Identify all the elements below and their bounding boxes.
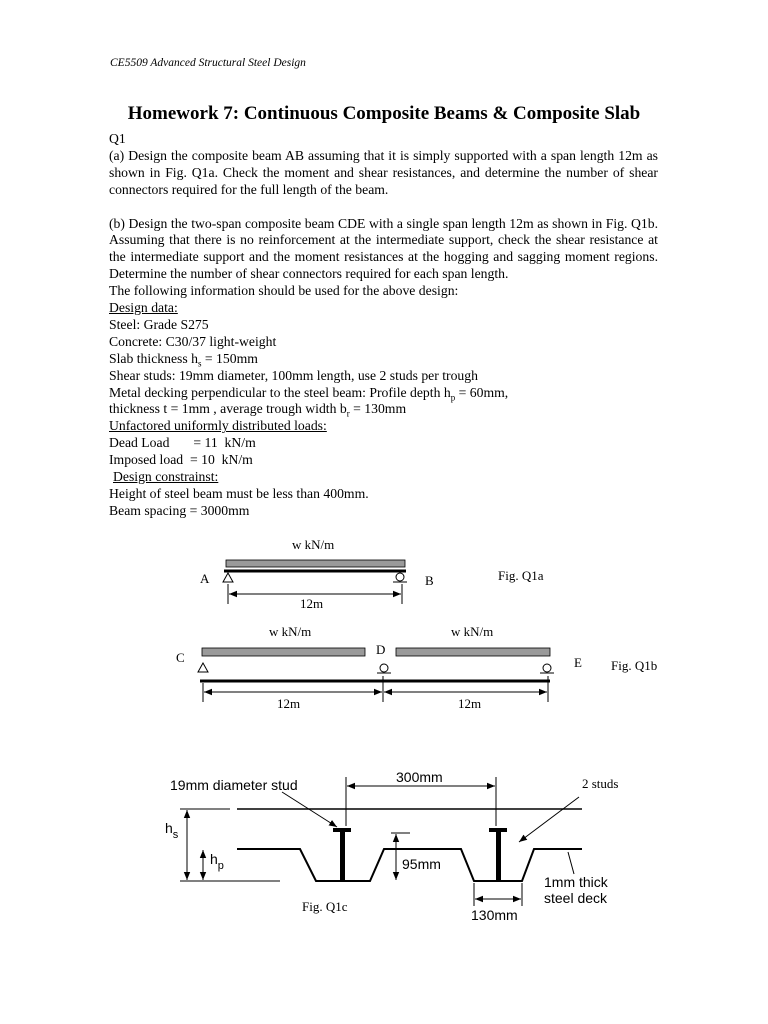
q1b-load-span-1 (202, 648, 365, 656)
q1a-label-a: A (200, 571, 210, 586)
q1c-hs-label: $h_s$ (165, 820, 179, 841)
q1b-caption: Fig. Q1b (611, 658, 658, 673)
height-constraint: Height of steel beam must be less than 400mm. (109, 486, 369, 502)
deck-thickness: thickness t = 1mm , average trough width $b_r = 130mm$ (109, 401, 407, 420)
q1c-deck-label-2: steel deck (544, 890, 608, 906)
homework-title: Homework 7: Continuous Composite Beams & Composite Slab (127, 103, 641, 124)
q1a-label-b: B (425, 573, 434, 588)
q1b-label-c: C (176, 650, 185, 665)
q1c-caption: Fig. Q1c (302, 899, 348, 914)
part-a-text: (a) Design the composite beam AB assuming that it is simply supported with a span length 12m as shown in Fig. Q1a. Check the moment and shear resistances, and determine the number of shear connectors required for the full length of the beam. (109, 147, 658, 197)
shear-studs: Shear studs: 19mm diameter, 100mm length, use 2 studs per trough (109, 367, 478, 383)
q1c-deck-leader (568, 852, 574, 874)
concrete-grade: Concrete: C30/37 light-weight (109, 333, 277, 349)
q1c-depth-label: 95mm (402, 856, 441, 872)
q1c-stud-head-1 (333, 828, 351, 832)
q1c-stud-head-2 (489, 828, 507, 832)
part-b-text: (b) Design the two-span composite beam CDE with a single span length 12m as shown in Fig. Q1b. Assuming that there is no reinforcement at the intermediate support, check the shear resistance at the intermediate support and the moment resistances at the hogging and sagging moment regions. Determine the number of shear connectors required for each span length. (109, 215, 658, 282)
q1b-roller-support-d (380, 664, 388, 672)
loads-heading: Unfactored uniformly distributed loads: (109, 418, 327, 434)
beam-spacing: Beam spacing = 3000mm (109, 502, 250, 518)
metal-decking: Metal decking perpendicular to the steel beam: Profile depth $h_p = 60mm$, (109, 384, 509, 403)
slab-thickness: Slab thickness $h_s = 150mm$ (109, 350, 258, 369)
q1b-label-e: E (574, 655, 582, 670)
q1c-stud-1 (340, 832, 345, 880)
fig-q1c (165, 769, 618, 923)
q1c-spacing-label: 300mm (396, 769, 443, 785)
q1b-span-label-1: 12m (277, 696, 301, 711)
q1b-roller-support-e (543, 664, 551, 672)
q1b-load-span-2 (396, 648, 550, 656)
q1c-studs-label: 2 studs (582, 776, 619, 791)
dead-load: Dead Load = 11 kN/m (109, 435, 256, 451)
q1c-stud-label: 19mm diameter stud (170, 777, 298, 793)
q1a-pin-support (223, 573, 233, 582)
fig-q1b (176, 624, 657, 711)
q1b-load-label-2: w kN/m (451, 624, 494, 639)
q1c-trough-label: 130mm (471, 907, 518, 923)
q1b-pin-support (198, 663, 208, 672)
question-label: Q1 (109, 131, 126, 146)
q1a-span-label: 12m (300, 596, 324, 611)
q1c-deck-label-1: 1mm thick (544, 874, 608, 890)
fig-q1a (200, 537, 544, 611)
q1a-caption: Fig. Q1a (498, 568, 544, 583)
info-line: The following information should be used for the above design: (109, 283, 459, 299)
q1a-load-label: w kN/m (292, 537, 335, 552)
q1a-roller-support (396, 573, 404, 581)
steel-grade: Steel: Grade S275 (109, 316, 209, 332)
imposed-load: Imposed load = 10 kN/m (109, 452, 253, 468)
q1b-span-label-2: 12m (458, 696, 482, 711)
q1c-studs-leader (519, 797, 579, 842)
q1c-stud-2 (496, 832, 501, 880)
q1b-label-d: D (376, 642, 386, 657)
q1a-distributed-load (226, 560, 405, 567)
q1c-hp-label: $h_p$ (210, 851, 224, 872)
course-header: CE5509 Advanced Structural Steel Design (110, 57, 306, 69)
design-data-heading: Design data: (109, 300, 178, 316)
q1b-load-label-1: w kN/m (269, 624, 312, 639)
constraint-heading: Design constrainst: (113, 469, 219, 485)
